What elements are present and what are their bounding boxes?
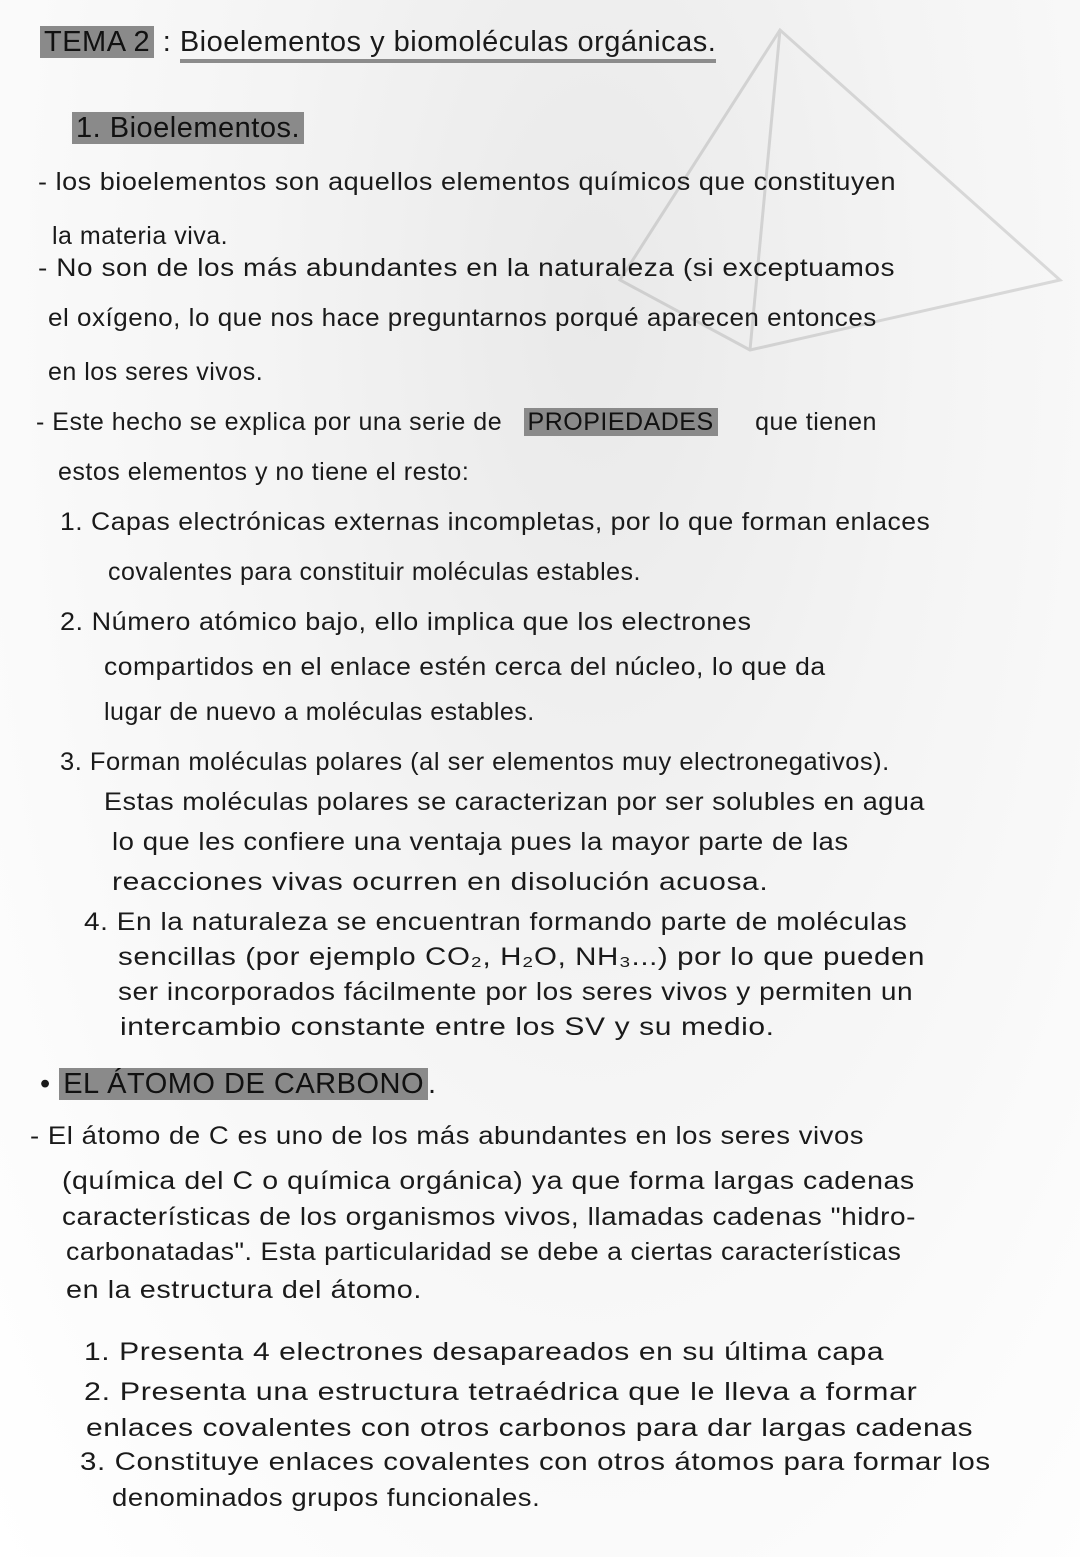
title-text: Bioelementos y biomoléculas orgánicas. xyxy=(180,26,716,63)
heading-text: EL ÁTOMO DE CARBONO xyxy=(59,1068,428,1100)
text-line: reacciones vivas ocurren en disolución acuosa. xyxy=(112,868,769,896)
carbon-feature-3: 3. Constituye enlaces covalentes con otros átomos para formar los xyxy=(80,1448,991,1476)
text-line: - El átomo de C es uno de los más abundantes en los seres vivos xyxy=(30,1122,865,1150)
text-line: denominados grupos funcionales. xyxy=(112,1484,541,1512)
property-2: 2. Número atómico bajo, ello implica que los electrones xyxy=(60,608,752,636)
page-title xyxy=(40,26,716,59)
text-line: intercambio constante entre los SV y su medio. xyxy=(120,1013,775,1041)
text-line: ser incorporados fácilmente por los seres vivos y permiten un xyxy=(118,978,914,1006)
text-line: sencillas (por ejemplo CO₂, H₂O, NH₃...) por lo que pueden xyxy=(118,943,925,971)
text-line: la materia viva. xyxy=(52,222,229,250)
text-line: Estas moléculas polares se caracterizan por ser solubles en agua xyxy=(104,788,925,816)
text-line: lo que les confiere una ventaja pues la mayor parte de las xyxy=(112,828,849,856)
text-line: lugar de nuevo a moléculas estables. xyxy=(104,698,535,726)
section-heading-carbono xyxy=(40,1068,437,1101)
text-line: el oxígeno, lo que nos hace preguntarnos porqué aparecen entonces xyxy=(48,304,877,332)
carbon-feature-2: 2. Presenta una estructura tetraédrica que le lleva a formar xyxy=(84,1378,918,1406)
title-separator: : xyxy=(162,26,172,58)
text-line: compartidos en el enlace estén cerca del núcleo, lo que da xyxy=(104,653,826,681)
text-line: (química del C o química orgánica) ya que forma largas cadenas xyxy=(62,1167,915,1195)
text-line: carbonatadas". Esta particularidad se debe a ciertas características xyxy=(66,1238,902,1266)
property-4: 4. En la naturaleza se encuentran formando parte de moléculas xyxy=(84,908,908,936)
text-line: - No son de los más abundantes en la naturaleza (si exceptuamos xyxy=(38,254,896,282)
text-line: - los bioelementos son aquellos elementos químicos que constituyen xyxy=(38,168,897,196)
text-line: estos elementos y no tiene el resto: xyxy=(58,458,470,486)
text-line: enlaces covalentes con otros carbonos para dar largas cadenas xyxy=(86,1414,974,1442)
text-line: en los seres vivos. xyxy=(48,358,264,386)
carbon-feature-1: 1. Presenta 4 electrones desapareados en su última capa xyxy=(84,1338,885,1366)
text-line: en la estructura del átomo. xyxy=(66,1276,422,1304)
text-line xyxy=(36,408,877,437)
text-line: características de los organismos vivos, llamadas cadenas "hidro- xyxy=(62,1203,917,1231)
bullet-icon: • xyxy=(40,1068,51,1100)
topic-label: TEMA 2 xyxy=(40,26,154,58)
property-3: 3. Forman moléculas polares (al ser elementos muy electronegativos). xyxy=(60,748,890,776)
heading-period: . xyxy=(428,1068,437,1100)
property-1: 1. Capas electrónicas externas incompletas, por lo que forman enlaces xyxy=(60,508,931,536)
keyword-propiedades: PROPIEDADES xyxy=(524,408,718,436)
line-end: que tienen xyxy=(755,408,877,436)
text-line: covalentes para constituir moléculas estables. xyxy=(108,558,641,586)
heading-text: 1. Bioelementos. xyxy=(72,112,304,144)
section-heading-bioelementos xyxy=(72,112,304,145)
line-start: - Este hecho se explica por una serie de xyxy=(36,408,503,436)
